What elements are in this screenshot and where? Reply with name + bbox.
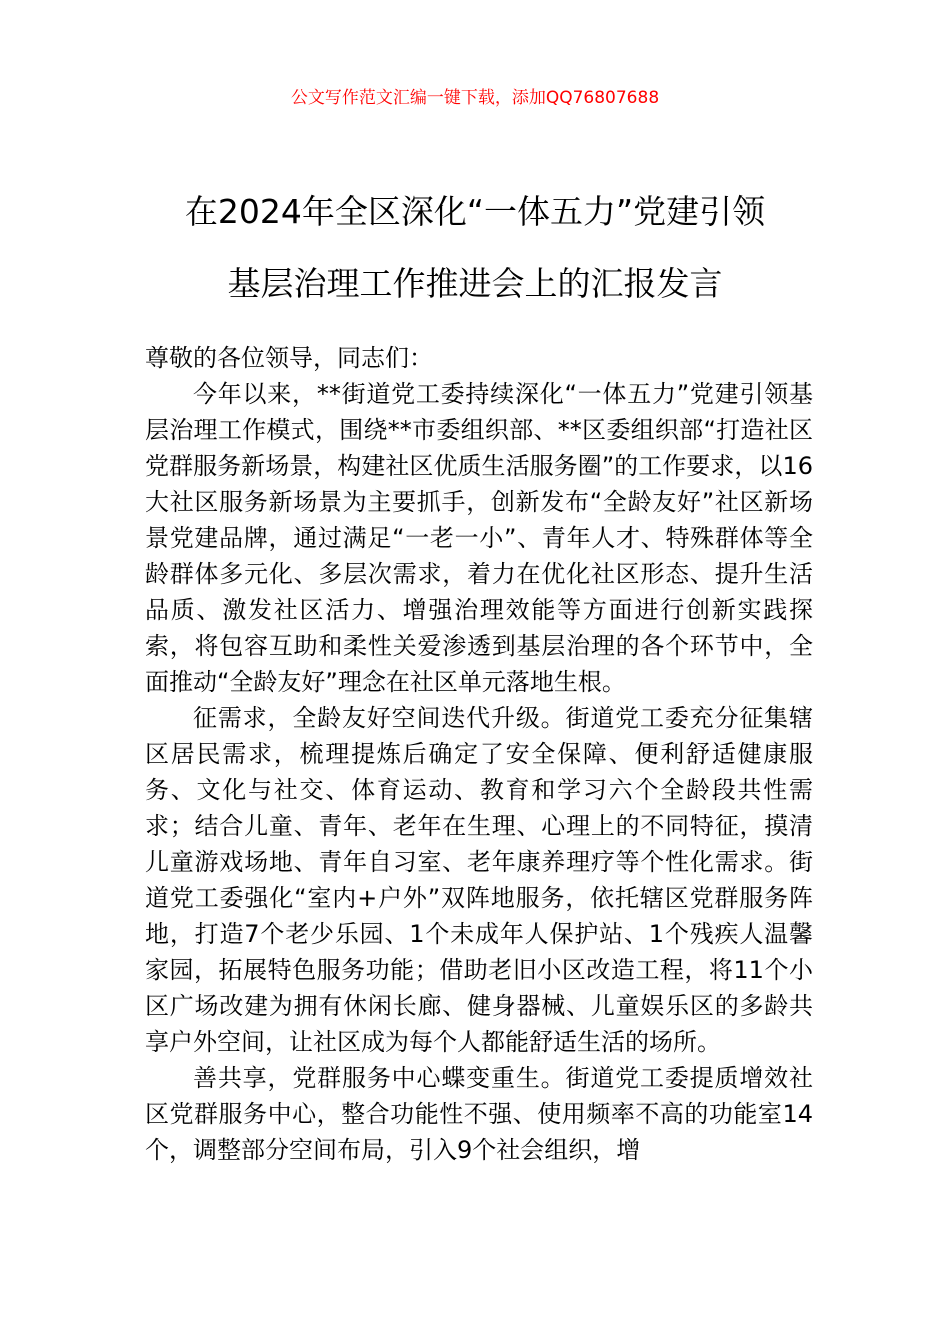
title-line-1: 在2024年全区深化“一体五力”党建引领 (184, 192, 766, 231)
salutation: 尊敬的各位领导，同志们： (145, 344, 433, 372)
paragraph-intro: 今年以来，**街道党工委持续深化“一体五力”党建引领基层治理工作模式，围绕**市委组织部、**区委组织部“打造社区党群服务新场景，构建社区优质生活服务圈”的工作要求，以16大社区服务新场景为主要抓手，创新发布“全龄友好”社区新场景党建品牌，通过满足“一老一小”、青年人才、特殊群体等全龄群体多元化、多层次需求，着力在优化社区形态、提升生活品质、激发社区活力、增强治理效能等方面进行创新实践探索，将包容互助和柔性关爱渗透到基层治理的各个环节中，全面推动“全龄友好”理念在社区单元落地生根。 (145, 380, 813, 696)
document-body (145, 340, 813, 1168)
paragraph-needs: 征需求，全龄友好空间迭代升级。街道党工委充分征集辖区居民需求，梳理提炼后确定了安全保障、便利舒适健康服务、文化与社交、体育运动、教育和学习六个全龄段共性需求；结合儿童、青年、老年在生理、心理上的不同特征，摸清儿童游戏场地、青年自习室、老年康养理疗等个性化需求。街道党工委强化“室内+户外”双阵地服务，依托辖区党群服务阵地，打造7个老少乐园、1个未成年人保护站、1个残疾人温馨家园，拓展特色服务功能；借助老旧小区改造工程，将11个小区广场改建为拥有休闲长廊、健身器械、儿童娱乐区的多龄共享户外空间，让社区成为每个人都能舒适生活的场所。 (145, 704, 813, 1056)
document-title (120, 176, 830, 320)
paragraph-sharing: 善共享，党群服务中心蝶变重生。街道党工委提质增效社区党群服务中心，整合功能性不强、使用频率不高的功能室14个，调整部分空间布局，引入9个社会组织，增 (145, 1064, 813, 1164)
title-line-2: 基层治理工作推进会上的汇报发言 (227, 264, 723, 303)
promo-banner: 公文写作范文汇编一键下载，添加QQ76807688 (290, 88, 660, 108)
